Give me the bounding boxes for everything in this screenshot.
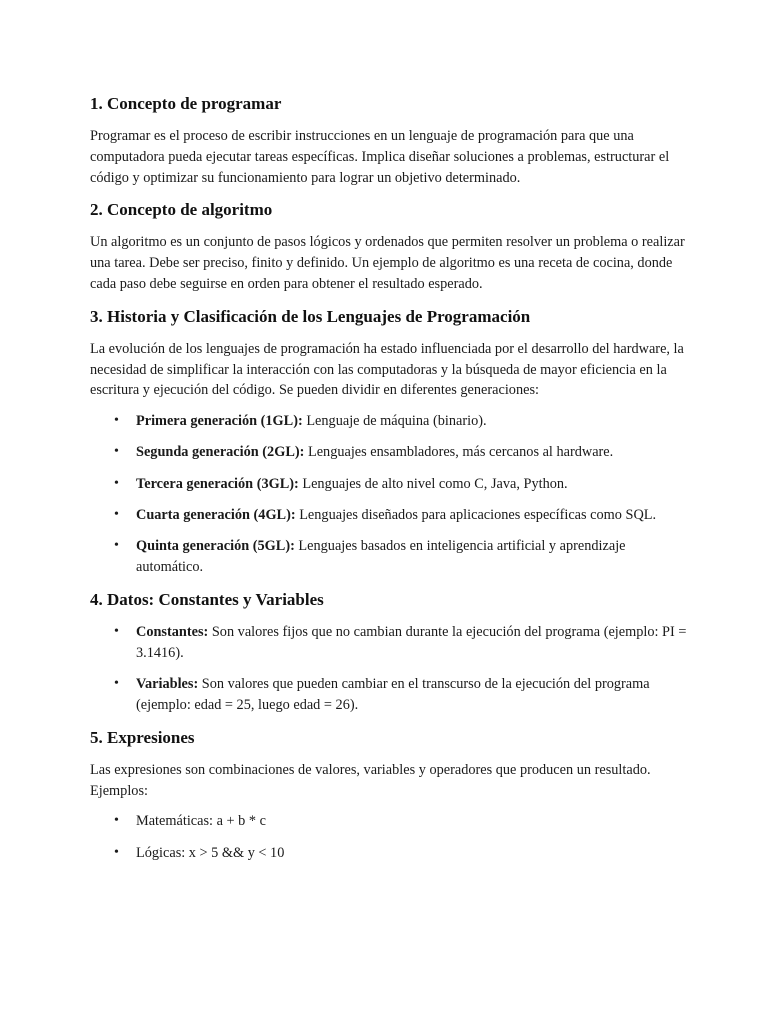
generations-list [90, 411, 690, 577]
list-item-text: Lenguajes ensambladores, más cercanos al hardware. [304, 444, 614, 461]
bullet-icon: • [114, 675, 119, 691]
list-item [90, 536, 690, 578]
list-item [90, 811, 690, 832]
section-1-heading: 1. Concepto de programar [90, 94, 282, 113]
data-types-list [90, 622, 690, 716]
list-item-term: Quinta generación (5GL): [136, 537, 295, 554]
list-item-text: Lenguajes basados en inteligencia artificial y aprendizaje automático. [136, 537, 626, 575]
bullet-icon: • [114, 844, 119, 860]
bullet-icon: • [114, 475, 119, 491]
list-item [90, 474, 690, 495]
bullet-icon: • [114, 537, 119, 553]
list-item-term: Variables: [136, 675, 199, 692]
list-item [90, 622, 690, 664]
list-item-text: Lógicas: x > 5 && y < 10 [136, 844, 285, 861]
bullet-icon: • [114, 506, 119, 522]
section-5-paragraph: Las expresiones son combinaciones de valores, variables y operadores que producen un resultado. Ejemplos: [90, 761, 651, 799]
section-3-heading: 3. Historia y Clasificación de los Lenguajes de Programación [90, 306, 531, 326]
list-item-term: Primera generación (1GL): [136, 413, 303, 430]
list-item-text: Matemáticas: a + b * c [136, 813, 266, 830]
list-item [90, 505, 690, 526]
list-item-text: Son valores fijos que no cambian durante la ejecución del programa (ejemplo: PI = 3.1416). [136, 623, 687, 661]
list-item-text: Son valores que pueden cambiar en el transcurso de la ejecución del programa (ejemplo: edad = 25, luego edad = 26). [136, 675, 650, 713]
section-3-paragraph: La evolución de los lenguajes de programación ha estado influenciada por el desarrollo del hardware, la necesidad de simplificar la interacción con las computadoras y la búsqueda de mayor eficiencia en la escritura y ejecución del código. Se pueden dividir en diferentes generaciones: [90, 340, 684, 399]
bullet-icon: • [114, 623, 119, 639]
list-item [90, 411, 690, 432]
list-item-text: Lenguajes de alto nivel como C, Java, Python. [298, 475, 568, 492]
bullet-icon: • [114, 413, 119, 429]
list-item [90, 442, 690, 463]
section-5-heading: 5. Expresiones [90, 727, 195, 747]
document-page [90, 92, 690, 874]
list-item [90, 674, 690, 716]
list-item-term: Segunda generación (2GL): [136, 444, 305, 461]
list-item-term: Constantes: [136, 623, 209, 640]
section-1-paragraph: Programar es el proceso de escribir instrucciones en un lenguaje de programación para que una computadora pueda ejecutar tareas específicas. Implica diseñar soluciones a problemas, estructurar el código y optimizar su funcionamiento para lograr un objetivo determinado. [90, 128, 670, 186]
bullet-icon: • [114, 813, 119, 829]
list-item-term: Tercera generación (3GL): [136, 475, 299, 492]
section-2-paragraph: Un algoritmo es un conjunto de pasos lógicos y ordenados que permiten resolver un problema o realizar una tarea. Debe ser preciso, finito y definido. Un ejemplo de algoritmo es una receta de cocina, donde cada paso debe seguirse en orden para obtener el resultado esperado. [90, 234, 685, 292]
section-4-heading: 4. Datos: Constantes y Variables [90, 589, 324, 609]
section-2-heading: 2. Concepto de algoritmo [90, 200, 273, 220]
bullet-icon: • [114, 444, 119, 460]
list-item-term: Cuarta generación (4GL): [136, 506, 296, 523]
list-item [90, 843, 690, 864]
list-item-text: Lenguajes diseñados para aplicaciones específicas como SQL. [295, 506, 657, 523]
expressions-list [90, 811, 690, 863]
list-item-text: Lenguaje de máquina (binario). [302, 413, 487, 430]
